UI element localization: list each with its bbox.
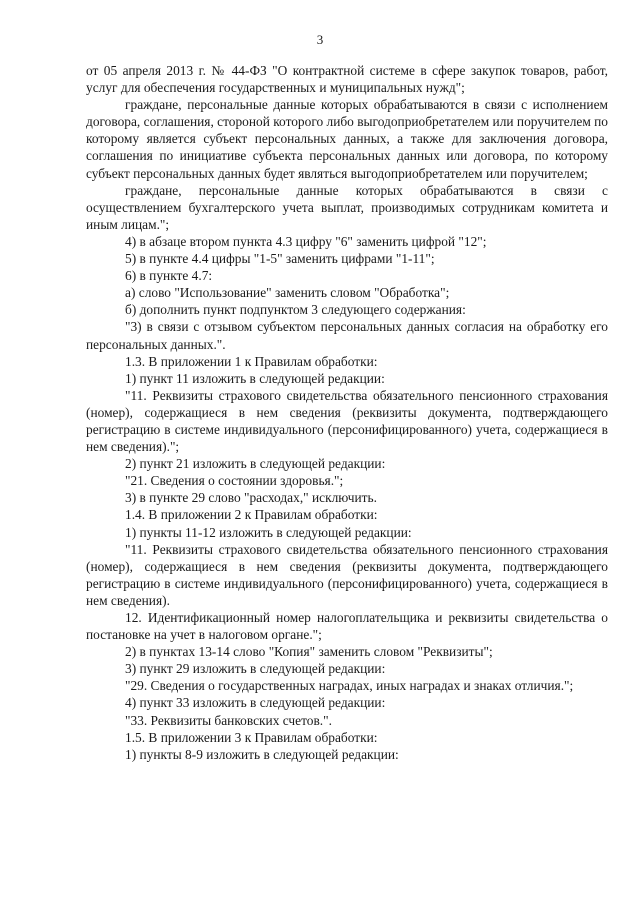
paragraph-6: 6) в пункте 4.7: xyxy=(125,268,213,284)
paragraph-5: 5) в пункте 4.4 цифры "1-5" заменить цифрами "1-11"; xyxy=(125,251,435,267)
paragraph-23: 4) пункт 33 изложить в следующей редакции: xyxy=(125,695,386,711)
paragraph-4: 4) в абзаце втором пункта 4.3 цифру "6" заменить цифрой "12"; xyxy=(125,233,487,249)
paragraph-26: 1) пункты 8-9 изложить в следующей редакции: xyxy=(125,746,399,762)
paragraph-9: "3) в связи с отзывом субъектом персональных данных согласия на обработку его персональных данных.". xyxy=(86,319,608,352)
paragraph-8: б) дополнить пункт подпунктом 3 следующего содержания: xyxy=(125,302,466,318)
paragraph-14: "21. Сведения о состоянии здоровья."; xyxy=(125,473,344,489)
page-number: 3 xyxy=(316,32,324,47)
document-body xyxy=(86,62,608,763)
paragraph-1: от 05 апреля 2013 г. № 44-ФЗ "О контрактной системе в сфере закупок товаров, работ, услуг для обеспечения государственных и муниципальных нужд"; xyxy=(86,63,608,96)
paragraph-13: 2) пункт 21 изложить в следующей редакции: xyxy=(125,456,386,472)
paragraph-25: 1.5. В приложении 3 к Правилам обработки: xyxy=(125,729,378,745)
paragraph-15: 3) в пункте 29 слово "расходах," исключить. xyxy=(125,490,377,506)
paragraph-17: 1) пункты 11-12 изложить в следующей редакции: xyxy=(125,524,412,540)
paragraph-22: "29. Сведения о государственных наградах, иных наградах и знаках отличия."; xyxy=(125,678,574,694)
paragraph-24: "33. Реквизиты банковских счетов.". xyxy=(125,712,332,728)
paragraph-2: граждане, персональные данные которых обрабатываются в связи с исполнением договора, соглашения, стороной которого либо выгодоприобретателем или поручителем по которому является субъект персональных данных, а также для заключения договора, соглашения по инициативе субъекта персональных данных или договора, по которому субъект персональных данных будет являться выгодоприобретателем или поручителем; xyxy=(86,97,608,181)
paragraph-18: "11. Реквизиты страхового свидетельства обязательного пенсионного страхования (номер), содержащиеся в нем сведения (реквизиты документа, подтверждающего регистрацию в системе индивидуального (персонифицированного) учета, содержащиеся в нем сведения). xyxy=(86,541,608,608)
paragraph-20: 2) в пунктах 13-14 слово "Копия" заменить словом "Реквизиты"; xyxy=(125,644,493,660)
paragraph-10: 1.3. В приложении 1 к Правилам обработки: xyxy=(125,353,378,369)
paragraph-3: граждане, персональные данные которых обрабатываются в связи с осуществлением бухгалтерского учета выплат, производимых сотрудникам комитета и иным лицам."; xyxy=(86,182,608,232)
paragraph-19: 12. Идентификационный номер налогоплательщика и реквизиты свидетельства о постановке на учет в налоговом органе."; xyxy=(86,610,608,643)
paragraph-21: 3) пункт 29 изложить в следующей редакции: xyxy=(125,661,386,677)
paragraph-16: 1.4. В приложении 2 к Правилам обработки: xyxy=(125,507,378,523)
paragraph-12: "11. Реквизиты страхового свидетельства обязательного пенсионного страхования (номер), содержащиеся в нем сведения (реквизиты документа, подтверждающего регистрацию в системе индивидуального (персонифицированного) учета, содержащиеся в нем сведения)."; xyxy=(86,387,608,455)
paragraph-11: 1) пункт 11 изложить в следующей редакции: xyxy=(125,370,385,386)
paragraph-7: а) слово "Использование" заменить словом "Обработка"; xyxy=(125,285,450,301)
